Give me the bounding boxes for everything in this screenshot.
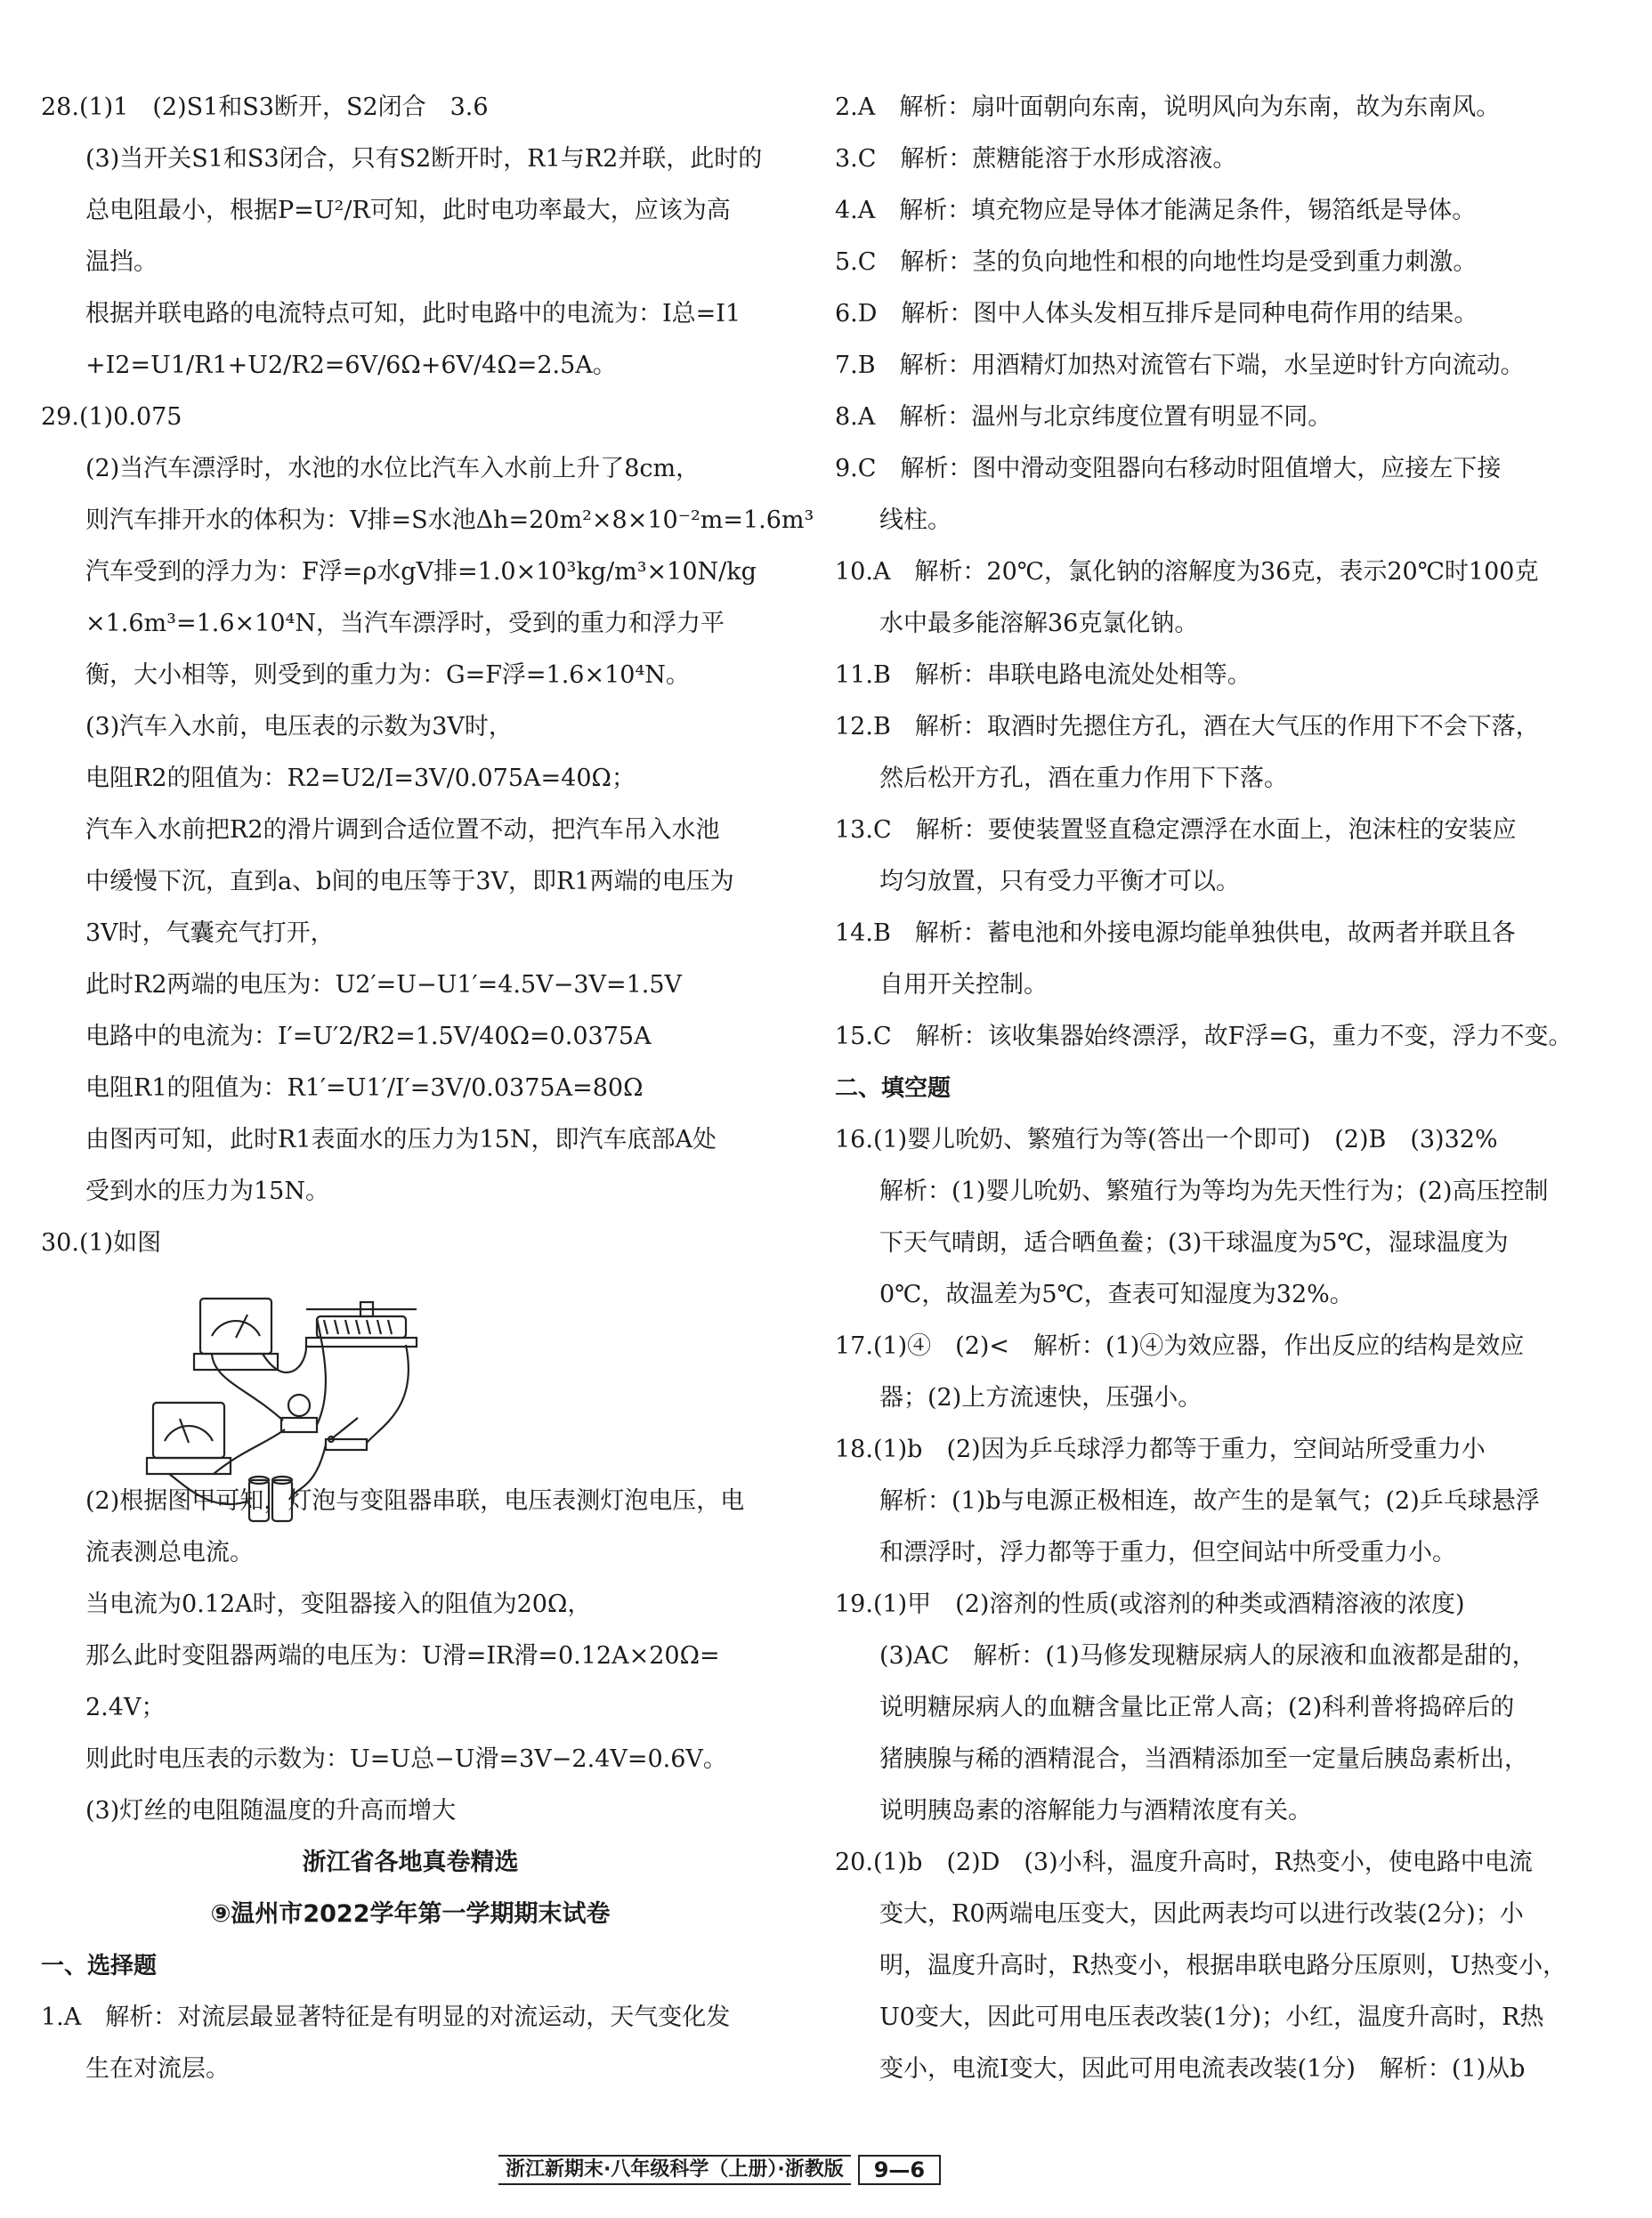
text-line: 2.4V； [85, 1694, 166, 1721]
text-line: 电阻R1的阻值为：R1′=U1′/I′=3V/0.0375A=80Ω [85, 1074, 644, 1102]
text-line: 中缓慢下沉，直到a、b间的电压等于3V，即R1两端的电压为 [85, 868, 734, 895]
rheostat-icon [306, 1302, 417, 1347]
text-line: 2.A 解析：扇叶面朝向东南，说明风向为东南，故为东南风。 [835, 93, 1501, 121]
text-line: (3)当开关S1和S3闭合，只有S2断开时，R1与R2并联，此时的 [85, 145, 763, 173]
text-line: 水中最多能溶解36克氯化钠。 [879, 610, 1199, 637]
text-line: 4.A 解析：填充物应是导体才能满足条件，锡箔纸是导体。 [835, 197, 1477, 224]
text-line: 28.(1)1 (2)S1和S3断开，S2闭合 3.6 [41, 93, 489, 121]
text-line: (2)当汽车漂浮时，水池的水位比汽车入水前上升了8cm， [85, 455, 700, 482]
text-line: 则汽车排开水的体积为：V排=S水池Δh=20m²×8×10⁻²m=1.6m³ [85, 506, 814, 534]
text-line: (3)AC 解析：(1)马修发现糖尿病人的尿液和血液都是甜的， [879, 1642, 1536, 1670]
text-line: 由图丙可知，此时R1表面水的压力为15N，即汽车底部A处 [85, 1126, 717, 1154]
text-line: 0℃，故温差为5℃，查表可知湿度为32%。 [879, 1281, 1354, 1308]
left-column [41, 82, 814, 2095]
text-line: 3V时，气囊充气打开， [85, 919, 335, 947]
text-line: 温挡。 [85, 248, 158, 276]
section-heading: 浙江省各地真卷精选 [302, 1849, 519, 1876]
text-line: 29.(1)0.075 [41, 403, 182, 431]
right-column [835, 82, 1574, 2095]
text-line: 5.C 解析：茎的负向地性和根的向地性均是受到重力刺激。 [835, 248, 1478, 276]
text-line: 此时R2两端的电压为：U2′=U−U1′=4.5V−3V=1.5V [85, 971, 683, 999]
voltmeter-icon [147, 1403, 231, 1474]
text-line: 衡，大小相等，则受到的重力为：G=F浮=1.6×10⁴N。 [85, 661, 690, 689]
text-line: 1.A 解析：对流层最显著特征是有明显的对流运动，天气变化发 [41, 2003, 731, 2031]
text-line: 明，温度升高时，R热变小，根据串联电路分压原则，U热变小， [879, 1952, 1567, 1979]
text-line: 3.C 解析：蔗糖能溶于水形成溶液。 [835, 145, 1237, 173]
text-line: (3)汽车入水前，电压表的示数为3V时， [85, 713, 513, 741]
text-line: (2)根据图甲可知，灯泡与变阻器串联，电压表测灯泡电压，电 [85, 1487, 745, 1515]
section-heading: 二、填空题 [835, 1075, 952, 1102]
text-line: +I2=U1/R1+U2/R2=6V/6Ω+6V/4Ω=2.5A。 [85, 352, 617, 379]
text-line: 18.(1)b (2)因为乒乓球浮力都等于重力，空间站所受重力小 [835, 1436, 1486, 1463]
text-line: 变大，R0两端电压变大，因此两表均可以进行改装(2分)；小 [879, 1900, 1524, 1928]
text-line: 自用开关控制。 [879, 971, 1048, 999]
circuit-drawing [116, 1283, 427, 1532]
text-line: 12.B 解析：取酒时先摁住方孔，酒在大气压的作用下不会下落， [835, 713, 1540, 741]
text-line: 受到水的压力为15N。 [85, 1178, 329, 1205]
section-heading: 一、选择题 [41, 1953, 158, 1979]
text-line: 流表测总电流。 [85, 1539, 254, 1566]
text-line: 解析：(1)婴儿吮奶、繁殖行为等均为先天性行为；(2)高压控制 [879, 1178, 1549, 1205]
text-line: 20.(1)b (2)D (3)小科，温度升高时，R热变小，使电路中电流 [835, 1849, 1533, 1876]
text-line: 15.C 解析：该收集器始终漂浮，故F浮=G，重力不变，浮力不变。 [835, 1023, 1573, 1050]
switch-icon [326, 1418, 367, 1450]
page-number: 9—6 [858, 2155, 941, 2185]
text-line: 然后松开方孔，酒在重力作用下下落。 [879, 765, 1288, 792]
text-line: 电阻R2的阻值为：R2=U2/I=3V/0.075A=40Ω； [85, 765, 636, 792]
text-line: ×1.6m³=1.6×10⁴N，当汽车漂浮时，受到的重力和浮力平 [85, 610, 725, 637]
text-line: 说明胰岛素的溶解能力与酒精浓度有关。 [879, 1797, 1312, 1825]
text-line: 13.C 解析：要使装置竖直稳定漂浮在水面上，泡沫柱的安装应 [835, 816, 1517, 844]
text-line: 9.C 解析：图中滑动变阻器向右移动时阻值增大，应接左下接 [835, 455, 1502, 482]
text-line: 8.A 解析：温州与北京纬度位置有明显不同。 [835, 403, 1332, 431]
text-line: 均匀放置，只有受力平衡才可以。 [879, 868, 1240, 895]
text-line: 器；(2)上方流速快，压强小。 [879, 1384, 1203, 1412]
text-line: 变小，电流I变大，因此可用电流表改装(1分) 解析：(1)从b [879, 2055, 1526, 2083]
exam-title: ⑨温州市2022学年第一学期期末试卷 [210, 1900, 611, 1928]
bulb-icon [281, 1395, 317, 1432]
text-line: 解析：(1)b与电源正极相连，故产生的是氧气；(2)乒乓球悬浮 [879, 1487, 1540, 1515]
text-line: 汽车入水前把R2的滑片调到合适位置不动，把汽车吊入水池 [85, 816, 720, 844]
footer-brand: 浙江新期末·八年级科学（上册）·浙教版 [498, 2155, 851, 2185]
circuit-figure [116, 1283, 427, 1532]
text-line: 11.B 解析：串联电路电流处处相等。 [835, 661, 1251, 689]
text-line: 30.(1)如图 [41, 1229, 162, 1257]
text-line: (3)灯丝的电阻随温度的升高而增大 [85, 1797, 457, 1825]
text-line: 说明糖尿病人的血糖含量比正常人高；(2)科利普将捣碎后的 [879, 1694, 1515, 1721]
text-line: 猪胰腺与稀的酒精混合，当酒精添加至一定量后胰岛素析出， [879, 1745, 1528, 1773]
text-line: 那么此时变阻器两端的电压为：U滑=IR滑=0.12A×20Ω= [85, 1642, 720, 1670]
text-line: 线柱。 [879, 506, 952, 534]
text-line: U0变大，因此可用电压表改装(1分)；小红，温度升高时，R热 [879, 2003, 1544, 2031]
text-line: 当电流为0.12A时，变阻器接入的阻值为20Ω， [85, 1591, 592, 1618]
text-line: 16.(1)婴儿吮奶、繁殖行为等(答出一个即可) (2)B (3)32% [835, 1126, 1498, 1154]
text-line: 和漂浮时，浮力都等于重力，但空间站中所受重力小。 [879, 1539, 1456, 1566]
text-line: 下天气晴朗，适合晒鱼鲞；(3)干球温度为5℃，湿球温度为 [879, 1229, 1509, 1257]
text-line: 汽车受到的浮力为：F浮=ρ水gV排=1.0×10³kg/m³×10N/kg [85, 558, 757, 586]
text-line: 则此时电压表的示数为：U=U总−U滑=3V−2.4V=0.6V。 [85, 1745, 727, 1773]
page-footer [498, 2154, 941, 2186]
text-line: 电路中的电流为：I′=U′2/R2=1.5V/40Ω=0.0375A [85, 1023, 652, 1050]
text-line: 7.B 解析：用酒精灯加热对流管右下端，水呈逆时针方向流动。 [835, 352, 1525, 379]
text-line: 19.(1)甲 (2)溶剂的性质(或溶剂的种类或酒精溶液的浓度) [835, 1591, 1465, 1618]
battery-icon [249, 1477, 292, 1521]
text-line: 10.A 解析：20℃，氯化钠的溶解度为36克，表示20℃时100克 [835, 558, 1539, 586]
text-line: 17.(1)④ (2)< 解析：(1)④为效应器，作出反应的结构是效应 [835, 1332, 1525, 1360]
text-line: 根据并联电路的电流特点可知，此时电路中的电流为：I总=I1 [85, 300, 741, 328]
text-line: 生在对流层。 [85, 2055, 230, 2083]
text-line: 6.D 解析：图中人体头发相互排斥是同种电荷作用的结果。 [835, 300, 1478, 328]
text-line: 总电阻最小，根据P=U²/R可知，此时电功率最大，应该为高 [85, 197, 731, 224]
text-line: 14.B 解析：蓄电池和外接电源均能单独供电，故两者并联且各 [835, 919, 1516, 947]
